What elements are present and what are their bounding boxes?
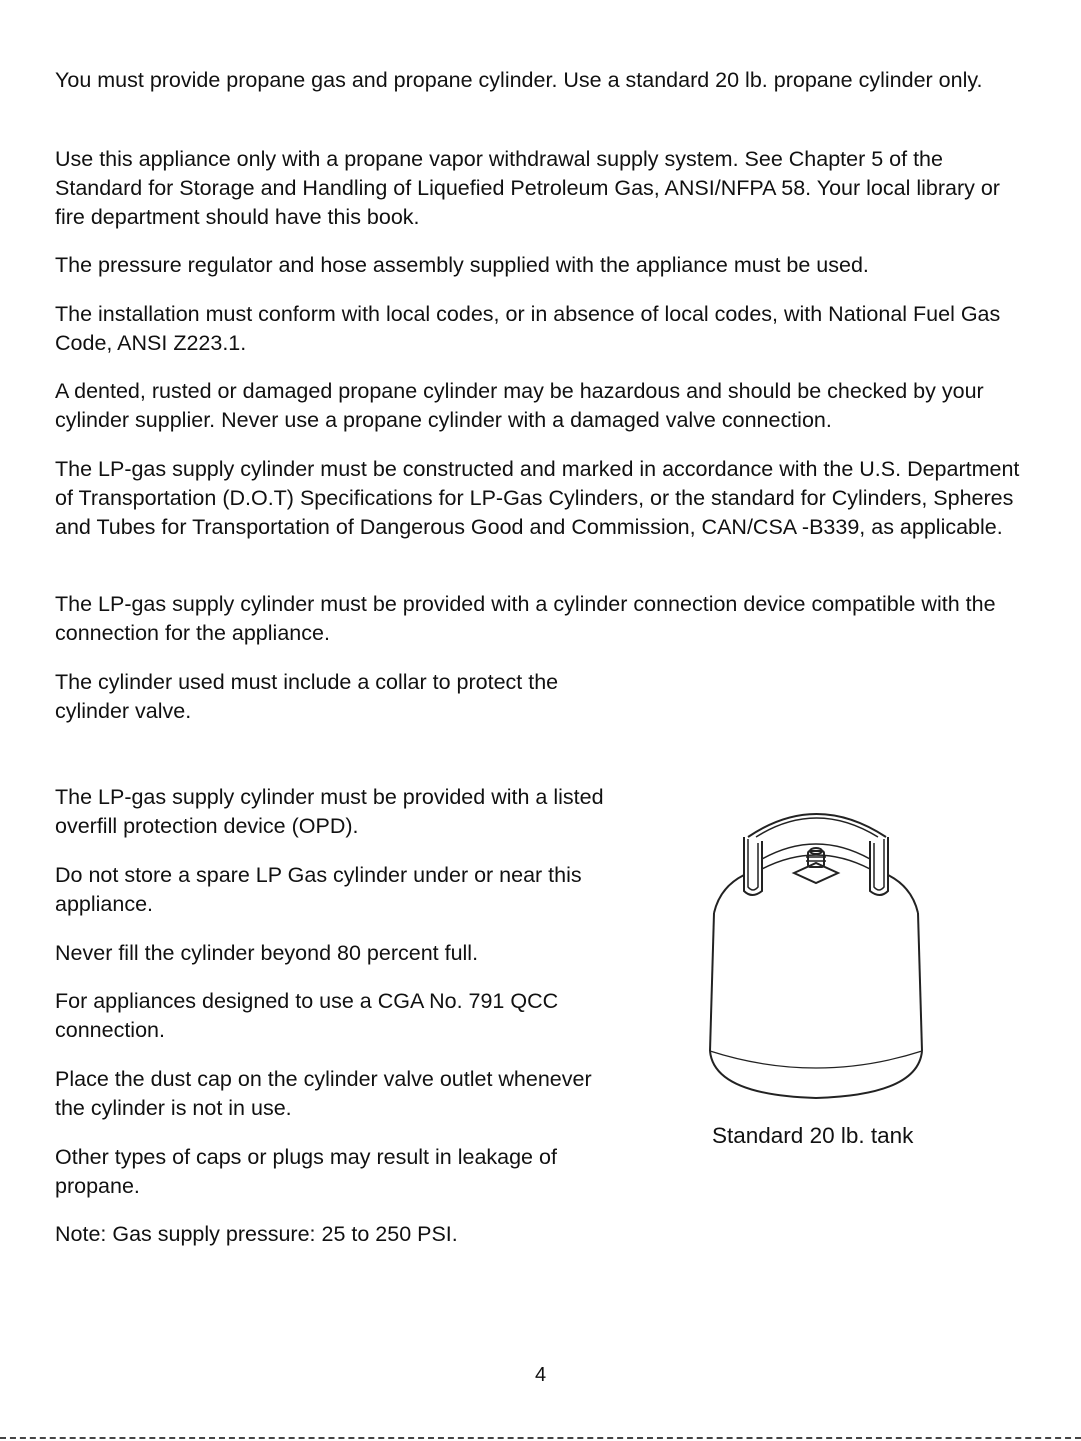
paragraph-collar: The cylinder used must include a collar to protect the cylinder valve. [55, 670, 559, 723]
paragraph-connection-device: The LP-gas supply cylinder must be provided with a cylinder connection device compatible with the connection for the appliance. [55, 592, 996, 645]
paragraph-opd: The LP-gas supply cylinder must be provided with a listed overfill protection device (OPD). [55, 785, 604, 838]
page-number: 4 [534, 1364, 547, 1386]
paragraph-supply-pressure: Note: Gas supply pressure: 25 to 250 PSI. [55, 1222, 458, 1246]
paragraph-dust-cap: Place the dust cap on the cylinder valve outlet whenever the cylinder is not in use. [55, 1067, 592, 1120]
propane-tank-figure [700, 795, 932, 1110]
paragraph-other-caps: Other types of caps or plugs may result in leakage of propane. [55, 1145, 557, 1198]
paragraph-regulator: The pressure regulator and hose assembly supplied with the appliance must be used. [55, 253, 869, 277]
paragraph-vapor-withdrawal: Use this appliance only with a propane vapor withdrawal supply system. See Chapter 5 of the Standard for Storage and Handling of Liquefied Petroleum Gas, ANSI/NFPA 58. Your local library or fire department should have this book. [55, 147, 1000, 229]
paragraph-damaged-cylinder: A dented, rusted or damaged propane cylinder may be hazardous and should be checked by your cylinder supplier. Never use a propane cylinder with a damaged valve connection. [55, 379, 984, 432]
paragraph-cylinder-requirement: You must provide propane gas and propane cylinder. Use a standard 20 lb. propane cylinder only. [55, 68, 983, 92]
paragraph-spare-cylinder: Do not store a spare LP Gas cylinder under or near this appliance. [55, 863, 582, 916]
paragraph-local-codes: The installation must conform with local codes, or in absence of local codes, with National Fuel Gas Code, ANSI Z223.1. [55, 302, 1001, 355]
figure-caption: Standard 20 lb. tank [712, 1123, 914, 1148]
propane-tank-icon [700, 795, 932, 1110]
page-bottom-divider [0, 1437, 1081, 1439]
paragraph-dot-specifications: The LP-gas supply cylinder must be constructed and marked in accordance with the U.S. Department of Transportation (D.O.T) Specifications for LP-Gas Cylinders, or the standard for Cylinders, Spheres and Tubes for Transportation of Dangerous Good and Commission, CAN/CSA -B339, as applicable. [55, 457, 1020, 539]
paragraph-cga-connection: For appliances designed to use a CGA No. 791 QCC connection. [55, 989, 559, 1042]
paragraph-fill-limit: Never fill the cylinder beyond 80 percent full. [55, 941, 479, 965]
